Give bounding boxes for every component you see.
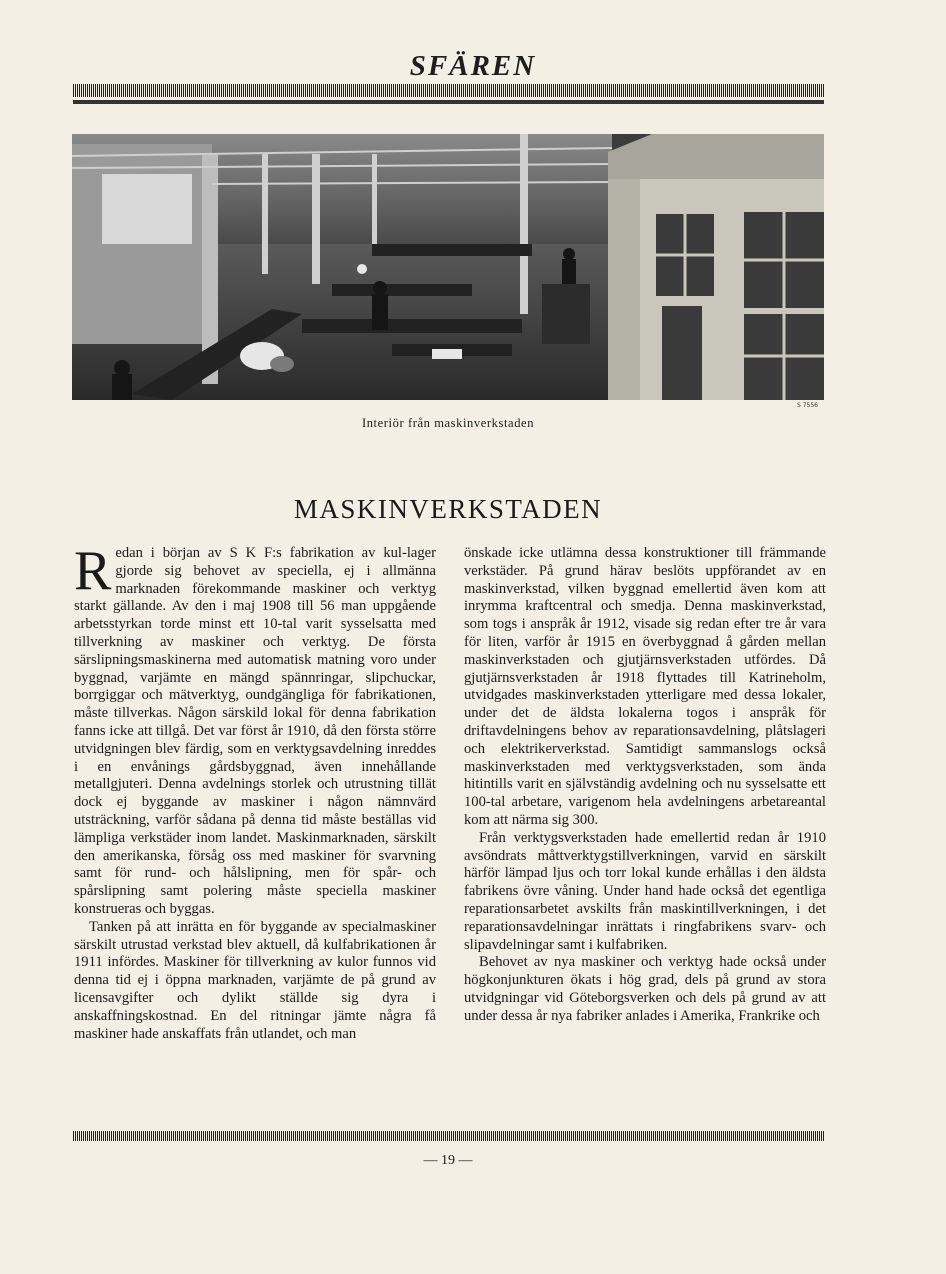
photo-caption: Interiör från maskinverkstaden	[361, 416, 535, 430]
paragraph: Tanken på att inrätta en för byggande av specialmaskiner särskilt utrustad verkstad blev aktuell, då kulfabrikationen år 1911 infördes. Maskiner för tillverkning av kulor funnos vid denna tid ej i öppna marknaden, varjämte de på grund av licensavgifter och dylikt ställde sig dyra i anskaffningskostnad. En del ritningar jämte några få maskiner hade anskaffats från utlandet, och man	[74, 918, 436, 1042]
masthead-title: SFÄREN	[409, 50, 537, 82]
right-column	[464, 545, 826, 1026]
drop-cap: R	[74, 540, 112, 602]
masthead-rule-thin	[73, 100, 824, 104]
paragraph-text: edan i början av S K F:s fabrikation av kul-lager gjorde sig behovet av speciella, ej i allmänna marknaden förekommande maskiner och verktyg starkt gällande. Av den i maj 1908 till 56 man uppgående arbetsstyrkan torde minst ett 10-tal varit sysselsatta med tillverkning av maskiner och verktyg. De första särslipningsmaskinerna med automatisk matning voro under byggnad, varjämte en mängd spännringar, slipchuckar, borrgiggar och mätverktyg, oundgängliga för fabrikationen, måste tillverkas. Någon särskild lokal för denna fabrikation fanns icke att tillgå. Det var först år 1910, då den första större utvidgningen blev färdig, som en verktygsavdelning inreddes i en envånings gårdsbyggnad, även innehållande metallgjuteri. Denna avdelnings storlek och utrustning tillät dock ej byggande av maskiner i någon nämnvärd utsträckning, varför sådana på denna tid måste beställas vid lämpliga verkstäder inom landet. Maskinmarknaden, särskilt den amerikanska, försåg oss med maskiner för svarvning samt för rund- och hålslipning, men för spår- och spårslipning samt polering måste speciella maskiner konstrueras och byggas.	[74, 545, 436, 917]
paragraph	[74, 540, 436, 919]
paragraph: Behovet av nya maskiner och verktyg hade också under högkonjunkturen ökats i hög grad, dels på grund av stora utvidgningar vid Göteborgsverken och dels på grund av att under dessa år nya fabriker anlades i Amerika, Frankrike och	[464, 954, 826, 1024]
paragraph: önskade icke utlämna dessa konstruktioner till främmande verkstäder. På grund härav beslöts uppförandet av en maskinverkstad, vilken byggnad emellertid även kom att inrymma kraftcentral och smedja. Denna maskinverkstad, som togs i anspråk år 1912, visade sig redan efter tre år vara för liten, varför år 1915 en överbyggnad å gården mellan maskinverkstaden och gjutjärnsverkstaden utfördes. Då gjutjärnsverkstaden år 1918 flyttades till Katrineholm, utvidgades maskinverkstaden ytterligare med dessa lokaler, under det de äldsta lokalerna togos i anspråk för driftavdelningens behov av reparationsavdelning, plåtslageri och elektrikerverkstad. Samtidigt sammanslogs också maskinverkstaden med verktygsverkstaden, som ända hitintills varit en självständig avdelning och nu sysselsatte ett 100-tal arbetare, varigenom hela avdelningens arbetareantal kom att närma sig 300.	[464, 545, 826, 828]
paragraph: Från verktygsverkstaden hade emellertid redan år 1910 avsöndrats måttverktygstillverkningen, varvid en särskilt härför lämpad ljus och torr lokal kunde erhållas i den äldsta fabrikens övre våning. Under hand hade också det egentliga reparationsarbetet avskilts från maskintillverkningen, i det reparationsavdelningar inrättats i ringfabrikens svarv- och slipavdelningar samt i kulfabriken.	[464, 829, 826, 953]
masthead-rule	[73, 84, 824, 97]
article-heading: MASKINVERKSTADEN	[293, 494, 603, 524]
page-number: — 19 —	[423, 1153, 473, 1168]
footer-rule	[73, 1131, 824, 1141]
workshop-photo	[72, 134, 824, 400]
workshop-photo-illustration	[72, 134, 824, 400]
photo-reference: S 7556	[797, 402, 818, 409]
left-column	[74, 540, 436, 1043]
